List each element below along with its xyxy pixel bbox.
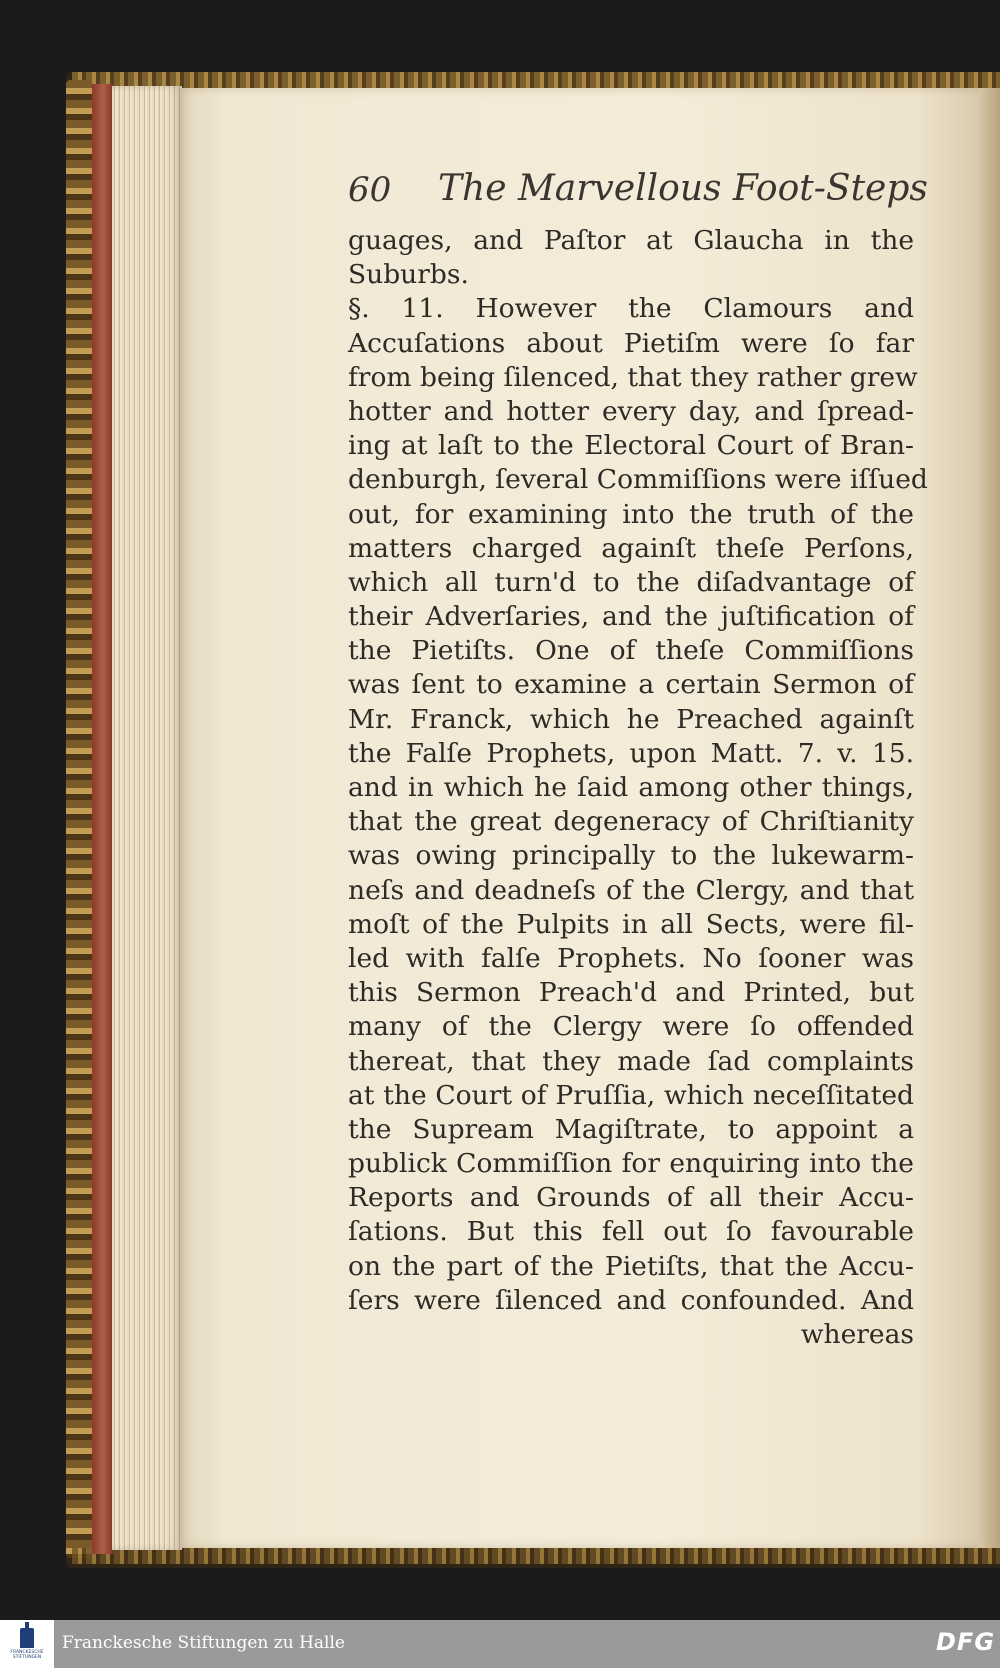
text-line: neſs and deadneſs of the Clergy, and that xyxy=(348,874,914,906)
text-line: the Pietiſts. One of theſe Commiſſions xyxy=(348,635,914,667)
text-line: Accuſations about Pietiſm were ſo far xyxy=(348,327,914,359)
text-line: which all turn'd to the diſadvantage of xyxy=(348,566,914,598)
text-line: out, for examining into the truth of the xyxy=(348,498,914,530)
institution-name[interactable]: Franckesche Stiftungen zu Halle xyxy=(62,1633,345,1653)
text-line: matters charged againſt theſe Perſons, xyxy=(348,532,914,564)
page-edge-right xyxy=(978,88,1000,1548)
text-line: their Adverſaries, and the juſtification of xyxy=(348,601,914,633)
logo-text: FRANCKESCHE STIFTUNGEN xyxy=(10,1650,44,1660)
text-line: that the great degeneracy of Chriſtianity xyxy=(348,806,914,838)
text-line: Suburbs. xyxy=(348,259,469,291)
page-header xyxy=(348,168,928,218)
text-line: guages, and Paſtor at Glaucha in the xyxy=(348,225,914,256)
gilt-edge-top xyxy=(72,72,1000,88)
text-line: from being ſilenced, that they rather grew xyxy=(348,361,918,393)
text-line: was ſent to examine a certain Sermon of xyxy=(348,669,914,701)
running-title: The Marvellous Foot-Steps xyxy=(438,168,928,209)
institution-logo[interactable] xyxy=(0,1620,54,1668)
text-line: and in which he ſaid among other things, xyxy=(348,772,914,803)
dfg-logo[interactable]: DFG xyxy=(936,1628,996,1656)
body-text xyxy=(348,224,928,1352)
text-line: denburgh, ſeveral Commiſſions were iſſued xyxy=(348,464,928,496)
text-line: the Supream Magiſtrate, to appoint a xyxy=(348,1113,914,1145)
catchword: whereas xyxy=(800,1319,914,1350)
text-line: many of the Clergy were ſo offended xyxy=(348,1011,914,1043)
text-line: led with falſe Prophets. No ſooner was xyxy=(348,942,914,974)
text-line: Reports and Grounds of all their Accu- xyxy=(348,1182,914,1214)
text-line: was owing principally to the lukewarm- xyxy=(348,840,914,872)
text-line: the Falſe Prophets, upon Matt. 7. v. 15. xyxy=(348,737,914,769)
page-stack xyxy=(112,86,182,1550)
page-number: 60 xyxy=(348,170,392,210)
gilt-edge-left xyxy=(66,80,92,1558)
text-line: publick Commiſſion for enquiring into the xyxy=(348,1148,914,1180)
building-icon xyxy=(20,1628,34,1648)
text-line: moſt of the Pulpits in all Sects, were fil- xyxy=(348,908,914,940)
text-line: ſers were ſilenced and confounded. And xyxy=(348,1284,914,1316)
text-line: Mr. Franck, which he Preached againſt xyxy=(348,703,914,735)
gilt-edge-bottom xyxy=(72,1548,1000,1564)
text-line: at the Court of Pruſſia, which neceſſitated xyxy=(348,1079,914,1111)
text-line: on the part of the Pietiſts, that the Accu- xyxy=(348,1250,914,1282)
text-line: hotter and hotter every day, and ſpread- xyxy=(348,395,914,427)
text-line: ſations. But this fell out ſo favourable xyxy=(348,1216,914,1248)
text-line: §. 11. However the Clamours and xyxy=(348,293,914,325)
text-line: this Sermon Preach'd and Printed, but xyxy=(348,977,914,1009)
red-page-edge xyxy=(92,84,114,1554)
text-line: ing at laſt to the Electoral Court of Bran- xyxy=(348,430,914,462)
text-line: thereat, that they made ſad complaints xyxy=(348,1045,914,1077)
